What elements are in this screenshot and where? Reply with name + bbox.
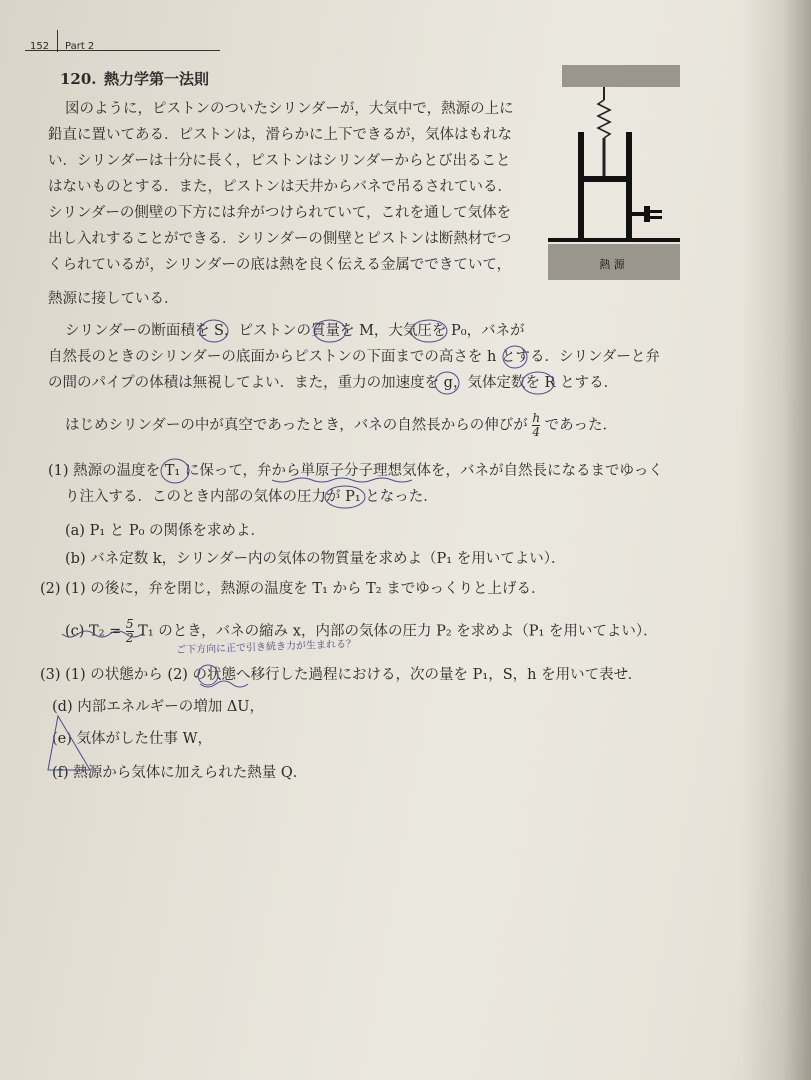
circle-mark <box>435 372 459 394</box>
part-label: Part 2 <box>65 41 95 52</box>
handwritten-note: ご下方向に正で引き続き力が生まれる？ <box>175 638 357 657</box>
question-1b: (b) バネ定数 k，シリンダー内の気体の物質量を求めよ（P₁ を用いてよい）． <box>65 551 566 567</box>
intro-line: い．シリンダーは十分に長く，ピストンはシリンダーからとび出ること <box>48 153 511 169</box>
params-line: 自然長のときのシリンダーの底面からピストンの下面までの高さを h とする．シリンダーと弁 <box>48 349 660 365</box>
question-3d: (d) 内部エネルギーの増加 ΔU， <box>52 699 265 715</box>
params-line: シリンダーの断面積を S，ピストンの質量を M，大気圧を P₀，バネが <box>65 323 525 339</box>
intro-line: くられているが，シリンダーの底は熱を良く伝える金属でできていて， <box>48 257 512 273</box>
intro-line: 図のように，ピストンのついたシリンダーが，大気中で，熱源の上に <box>65 101 514 117</box>
page-number: 152 <box>30 41 50 52</box>
params-line: の間のパイプの体積は無視してよい．また，重力の加速度を g，気体定数を R とする． <box>48 375 619 391</box>
wavy-underline <box>200 681 248 687</box>
triangle-mark <box>48 716 90 770</box>
question-1a: (a) P₁ と P₀ の関係を求めよ． <box>65 523 266 539</box>
figure-label: 熱 源 <box>599 258 625 271</box>
wavy-underline <box>62 631 142 637</box>
intro-line: はないものとする．また，ピストンは天井からバネで吊るされている． <box>48 179 512 195</box>
fraction-5-over-2: $\frac{5}{2}$ <box>125 617 134 645</box>
circle-mark <box>161 459 189 483</box>
circle-mark <box>325 486 365 508</box>
circle-mark <box>411 320 447 342</box>
intro-line: シリンダーの側壁の下方には弁がつけられていて，これを通して気体を <box>48 205 512 221</box>
circle-mark <box>522 372 554 394</box>
circle-mark <box>314 320 346 342</box>
wavy-underline <box>272 478 412 482</box>
question-2: (2) (1) の後に，弁を閉じ，熱源の温度を T₁ から T₂ までゆっくりと上げる． <box>40 581 546 597</box>
initial-text: はじめシリンダーの中が真空であったとき，バネの自然長からの伸びが <box>65 417 528 434</box>
circle-mark <box>198 665 218 685</box>
question-1-line: (1) 熱源の温度を T₁ に保って，弁から単原子分子理想気体を，バネが自然長になるまでゆっく <box>48 463 663 479</box>
question-3f: (f) 熱源から気体に加えられた熱量 Q． <box>52 765 308 781</box>
initial-text-end: であった． <box>544 417 618 434</box>
intro-line: 出し入れすることができる．シリンダーの側壁とピストンは断熱材でつ <box>48 231 512 247</box>
question-1-line: り注入する．このとき内部の気体の圧力が P₁ となった． <box>65 489 438 505</box>
circle-mark <box>200 320 228 342</box>
question-3: (3) (1) の状態から (2) の状態へ移行した過程における，次の量を P₁，S，h を用いて表せ． <box>40 667 643 683</box>
intro-line: 熱源に接している． <box>48 291 179 307</box>
circle-mark <box>503 346 527 368</box>
problem-title: 熱力学第一法則 <box>104 70 210 88</box>
intro-line: 鉛直に置いてある．ピストンは，滑らかに上下できるが，気体はもれな <box>48 127 512 143</box>
question-3e: (e) 気体がした仕事 W， <box>52 731 213 747</box>
fraction-h-over-4: $\frac{h}{4}$ <box>532 411 541 439</box>
problem-number: 120. <box>60 70 97 88</box>
question-2c: (c) T₂ = $\frac{5}{2}$ T₁ のとき，バネの縮み x，内部の気体の圧力 P₂ を求めよ（P₁ を用いてよい）． <box>65 617 658 645</box>
